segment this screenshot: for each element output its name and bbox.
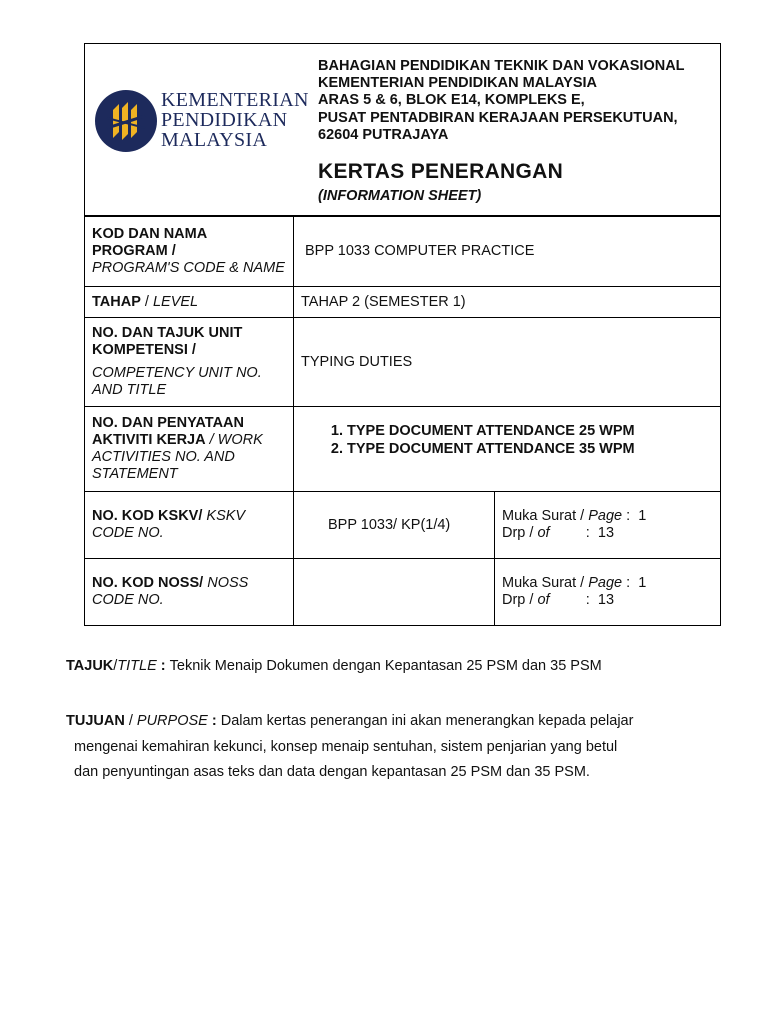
level-value: TAHAP 2 (SEMESTER 1) [294, 287, 721, 318]
address-line: PUSAT PENTADBIRAN KERAJAAN PERSEKUTUAN, [318, 109, 678, 126]
of-label: Drp / [502, 592, 538, 608]
document-header [84, 43, 721, 216]
of-label-en: of [537, 525, 550, 541]
level-label: TAHAP [92, 293, 141, 310]
purpose-label-en: PURPOSE [136, 713, 208, 729]
table-row-level [85, 287, 721, 318]
logo-line-1: KEMENTERIAN [161, 89, 309, 111]
noss-label-en: NOSS CODE NO. [92, 575, 249, 608]
purpose-text-1: Dalam kertas penerangan ini akan menerangkan kepada pelajar [220, 713, 634, 729]
title-label-en: TITLE [117, 658, 157, 674]
page-label: Muka Surat / [502, 575, 589, 591]
program-label-en: PROGRAM'S CODE & NAME [92, 260, 285, 276]
kskv-page-line [502, 508, 713, 525]
table-row-noss [85, 559, 721, 626]
ministry-emblem-icon [93, 88, 159, 154]
activities-value-cell [294, 407, 721, 492]
noss-value [294, 559, 495, 626]
address-line: BAHAGIAN PENDIDIKAN TEKNIK DAN VOKASIONAL [318, 58, 685, 74]
noss-label: NO. KOD NOSS/ [92, 575, 204, 591]
page-label: Muka Surat / [502, 508, 589, 524]
level-label-en: LEVEL [152, 293, 199, 310]
activities-list [301, 423, 713, 458]
of-value: 13 [597, 525, 615, 541]
sheet-subtitle: (INFORMATION SHEET) [318, 188, 482, 204]
of-label-en: of [537, 592, 550, 608]
program-value: BPP 1033 COMPUTER PRACTICE [294, 217, 721, 287]
kskv-label: NO. KOD KSKV/ [92, 508, 203, 524]
page-value: 1 [638, 508, 647, 524]
of-sep: : [549, 525, 598, 541]
title-colon: : [156, 658, 170, 674]
info-table [84, 216, 721, 626]
page-sep: : [622, 575, 639, 591]
ministry-address [318, 58, 685, 144]
of-label: Drp / [502, 525, 538, 541]
kskv-of-line [502, 525, 713, 542]
address-line: ARAS 5 & 6, BLOK E14, KOMPLEKS E, [318, 92, 585, 109]
kskv-value: BPP 1033/ KP(1/4) [294, 492, 495, 559]
purpose-line-2: mengenai kemahiran kekunci, konsep menaip sentuhan, sistem penjarian yang betul [74, 738, 618, 755]
document-title-line [66, 658, 602, 674]
program-label: KOD DAN NAMA PROGRAM / [92, 226, 207, 259]
of-sep: : [549, 592, 598, 608]
purpose-paragraph [66, 709, 706, 786]
level-label-sep: / [140, 293, 153, 310]
of-value: 13 [597, 592, 615, 608]
address-line: 62604 PUTRAJAYA [318, 126, 449, 143]
ministry-logo [93, 88, 313, 158]
purpose-line-3: dan penyuntingan asas teks dan data dengan kepantasan 25 PSM dan 35 PSM. [74, 764, 590, 780]
page-sep: : [622, 508, 639, 524]
page-value: 1 [638, 575, 647, 591]
list-item: 2. TYPE DOCUMENT ATTENDANCE 35 WPM [347, 441, 713, 459]
kskv-label-cell [85, 492, 294, 559]
logo-line-2: PENDIDIKAN [161, 109, 288, 131]
noss-page-line [502, 575, 713, 592]
program-label-cell [85, 217, 294, 287]
noss-page-cell [495, 559, 721, 626]
unit-label-cell [85, 318, 294, 407]
activities-label-cell [85, 407, 294, 492]
page-label-en: Page [588, 508, 623, 524]
unit-label: NO. DAN TAJUK UNIT KOMPETENSI / [92, 325, 243, 358]
table-row-kskv [85, 492, 721, 559]
purpose-line-1 [66, 709, 706, 735]
activities-label: NO. DAN PENYATAAN AKTIVITI KERJA [92, 415, 244, 448]
unit-value: TYPING DUTIES [294, 318, 721, 407]
sheet-title: KERTAS PENERANGAN [318, 160, 564, 183]
noss-of-line [502, 592, 713, 609]
purpose-label: TUJUAN [66, 713, 125, 729]
table-row-program [85, 217, 721, 287]
address-line: KEMENTERIAN PENDIDIKAN MALAYSIA [318, 75, 598, 92]
level-label-cell [85, 287, 294, 318]
table-row-activities [85, 407, 721, 492]
activities-label-en: / WORK ACTIVITIES NO. AND STATEMENT [92, 432, 263, 482]
title-text: Teknik Menaip Dokumen dengan Kepantasan 25 PSM dan 35 PSM [169, 658, 602, 674]
kskv-page-cell [495, 492, 721, 559]
list-item: 1. TYPE DOCUMENT ATTENDANCE 25 WPM [347, 423, 713, 441]
table-row-unit [85, 318, 721, 407]
unit-label-en: COMPETENCY UNIT NO. AND TITLE [92, 365, 262, 398]
kskv-label-en: KSKV CODE NO. [92, 508, 246, 541]
title-label-sep: / [113, 658, 118, 674]
page-label-en: Page [588, 575, 623, 591]
title-label: TAJUK [66, 658, 114, 674]
purpose-colon: : [207, 713, 221, 729]
noss-label-cell [85, 559, 294, 626]
logo-line-3: MALAYSIA [161, 129, 268, 151]
purpose-label-sep: / [124, 713, 137, 729]
logo-wordmark [161, 90, 321, 150]
